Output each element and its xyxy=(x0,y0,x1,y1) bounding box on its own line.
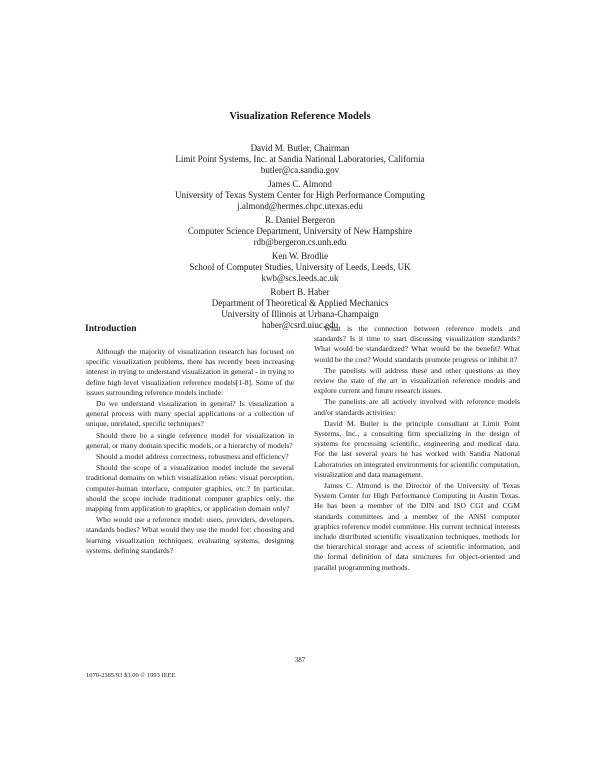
author-name: R. Daniel Bergeron xyxy=(264,215,336,225)
author-block xyxy=(0,143,600,176)
author-email: kwb@scs.leeds.ac.uk xyxy=(261,273,339,283)
author-affiliation: University of Texas System Center for High Performance Computing xyxy=(175,190,425,200)
author-name: Ken W. Brodlie xyxy=(271,251,329,261)
author-name: Robert B. Haber xyxy=(270,287,330,297)
author-affiliation: Department of Theoretical & Applied Mechanics xyxy=(211,298,389,308)
paragraph: Although the majority of visualization research has focused on specific visualization problems, there has recently been increasing interest in trying to understand visualization in general - in trying to define high level visualization reference models[1-8]. Some of the issues surrounding reference models include: xyxy=(86,347,294,397)
author-affiliation: Computer Science Department, University of New Hampshire xyxy=(187,226,413,236)
author-affiliation: University of Illinois at Urbana-Champaign xyxy=(221,309,379,319)
paragraph: The panelists will address these and other questions as they review the state of the art in visualization reference models and explore current and future research issues. xyxy=(314,365,520,396)
page-number: 387 xyxy=(294,656,306,664)
author-name: James C. Almond xyxy=(268,179,332,189)
paragraph: What is the connection between reference models and standards? Is it time to start discussing visualization standards? What would be standardized? What would be the benefit? What would be the cost? Would standards promote progress or inhibit it? xyxy=(314,324,520,364)
paragraph: Who would use a reference model: users, providers, developers, standards bodies? What would they use the model for: choosing and learning visualization techniques, evaluating systems, designing systems, defining standards? xyxy=(86,515,294,555)
left-column xyxy=(86,347,294,557)
author-email: haber@csrd.uiuc.edu xyxy=(261,320,339,330)
paragraph: James C. Almond is the Director of the University of Texas System Center for High Performance Computing in Austin Texas. He has been a member of the DIN and ISO CGI and CGM standards committees and a member of the ANSI computer graphics reference model committee. His current technical interests include distributed scientific visualization techniques, methods for the hierarchical storage and access of scientific information, and the formal definition of data structures for object-oriented and parallel programming methods. xyxy=(314,481,520,572)
author-block xyxy=(0,251,600,284)
author-block xyxy=(0,179,600,212)
author-affiliation: School of Computer Studies, University of Leeds, Leeds, UK xyxy=(189,262,411,272)
author-block xyxy=(0,215,600,248)
paragraph: Should a model address correctness, robustness and efficiency? xyxy=(96,452,289,462)
paragraph: The panelists are all actively involved with reference models and/or standards activities: xyxy=(314,397,520,417)
right-column xyxy=(314,324,520,574)
paragraph: Do we understand visualization in general? Is visualization a general process with many special applications or a collection of unique, unrelated, specific techniques? xyxy=(86,399,294,429)
author-affiliation: Limit Point Systems, Inc. at Sandia National Laboratories, California xyxy=(175,154,425,164)
paragraph: Should the scope of a visualization model include the several traditional domains on which visualization relies: visual perception, computer-human interface, computer graphics, etc.? In particular, should the scope include traditional computer graphics only, the mapping from application to graphics, or application domain only? xyxy=(86,463,294,514)
author-list xyxy=(0,143,600,334)
section-heading-introduction: Introduction xyxy=(85,324,137,334)
paper-title: Visualization Reference Models xyxy=(229,111,371,122)
author-email: rdb@bergeron.cs.unh.edu xyxy=(253,237,347,247)
author-email: j.almond@hermes.chpc.utexas.edu xyxy=(237,201,363,211)
paragraph: Should there be a single reference model for visualization in general, or many domain specific models, or a hierarchy of models? xyxy=(86,430,294,450)
author-name: David M. Butler, Chairman xyxy=(250,143,350,153)
author-email: butler@ca.sandia.gov xyxy=(260,165,340,175)
paragraph: David M. Butler is the principle consultant at Limit Point Systems, Inc., a consulting firm specializing in the design of systems for processing scientific, engineering and medical data. For the last several years he has worked with Sandia National Laboratories on integrated environments for scientific computation, visualization and data management. xyxy=(314,418,520,479)
copyright-footer: 1070-2385/93 $3.00 © 1993 IEEE xyxy=(86,672,176,679)
